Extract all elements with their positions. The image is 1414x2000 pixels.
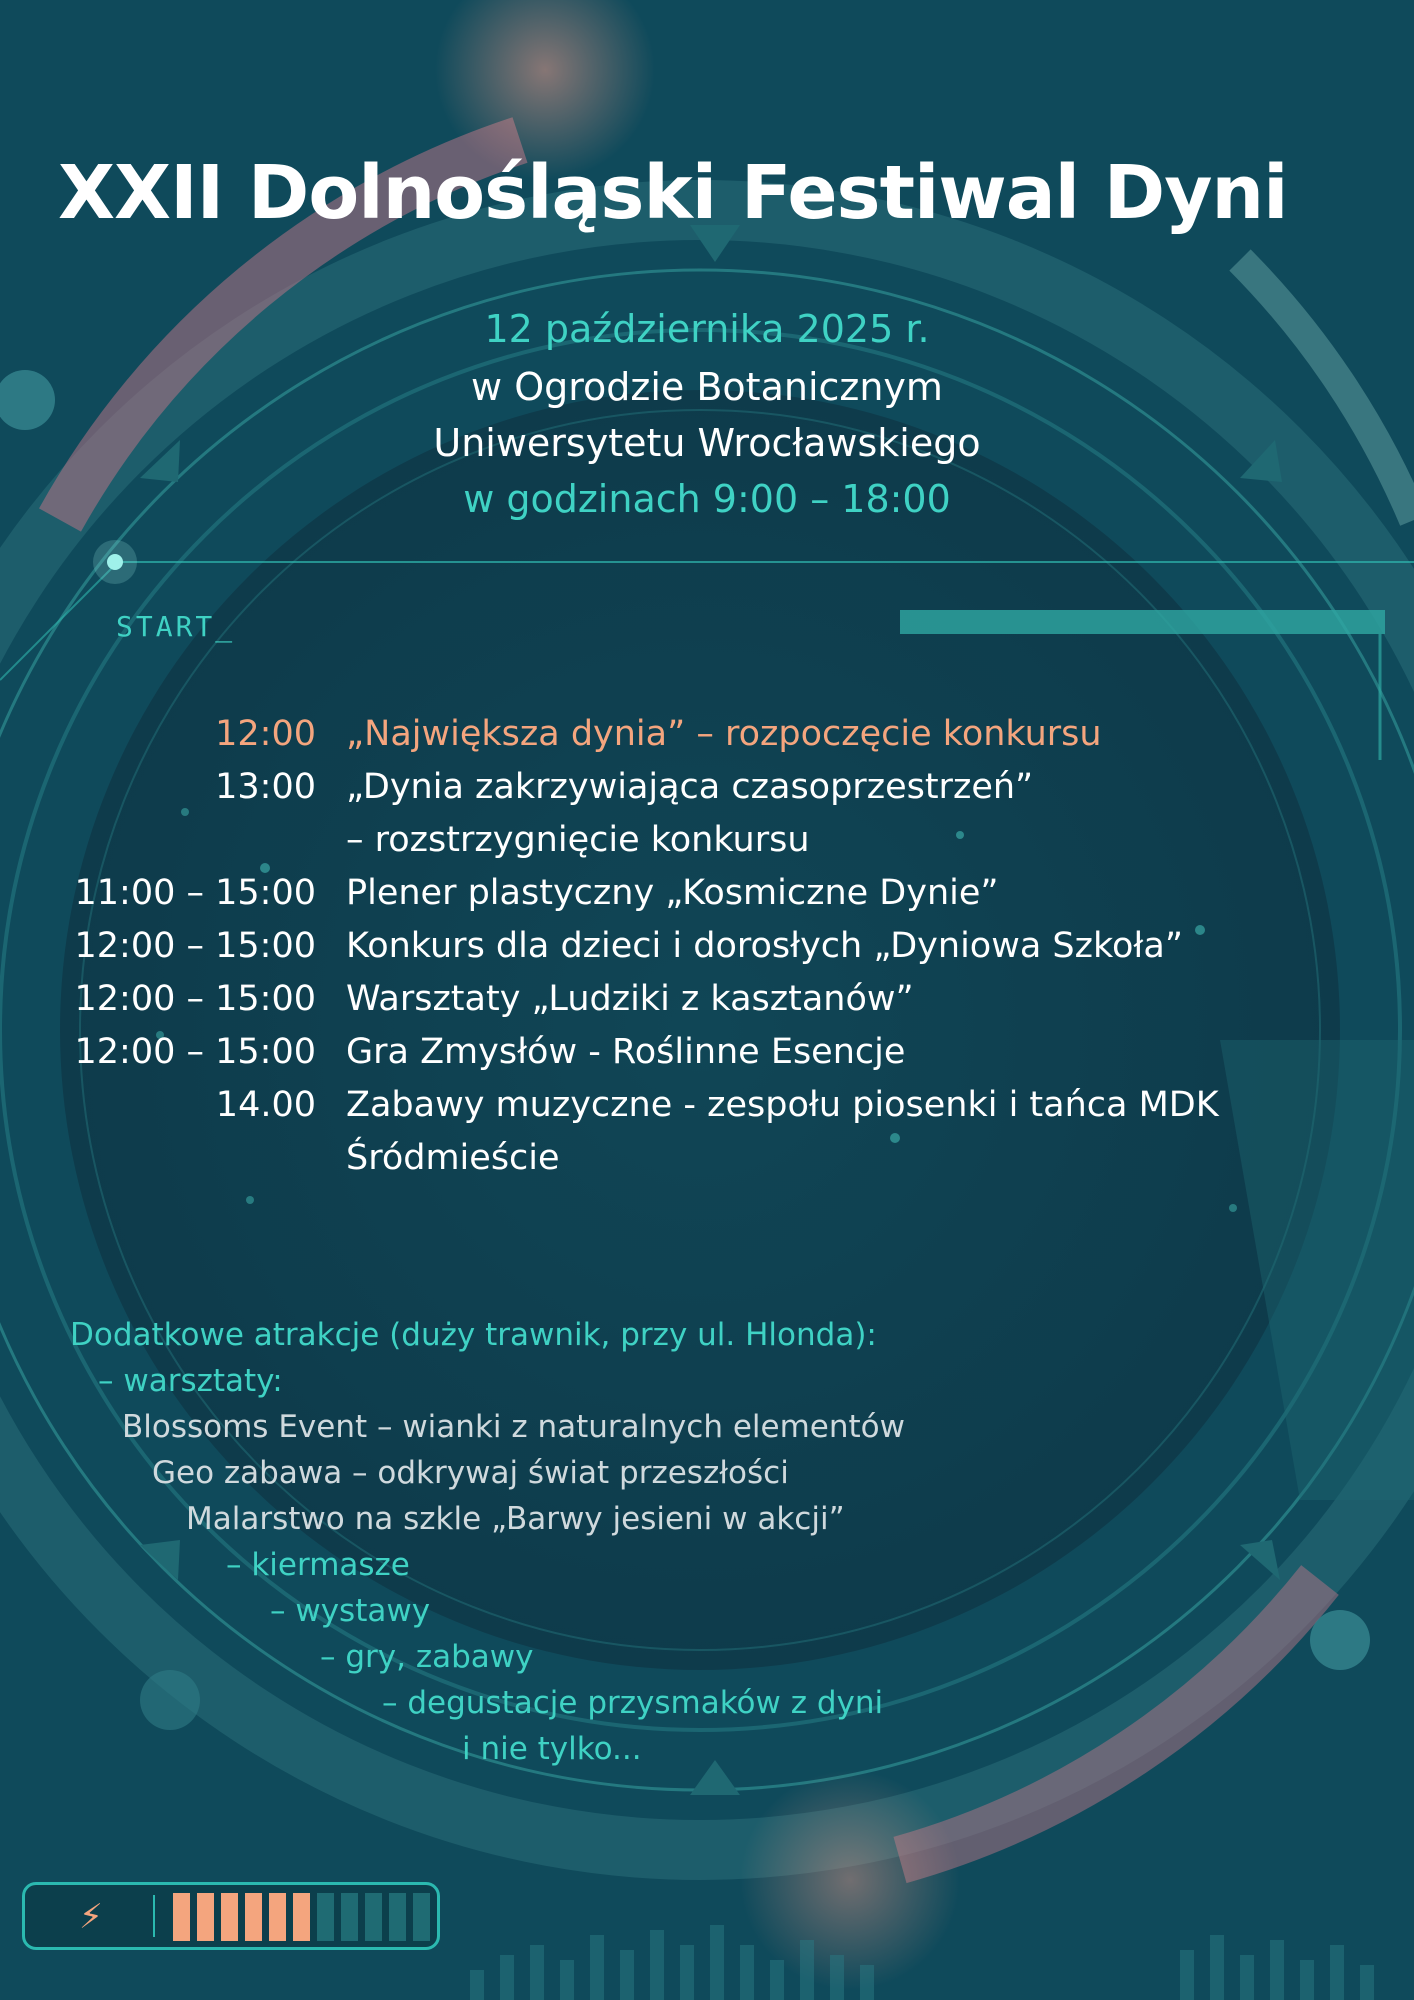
schedule-time: 12:00 – 15:00 bbox=[74, 979, 316, 1019]
battery-bars bbox=[173, 1893, 430, 1941]
battery-bar-filled bbox=[245, 1893, 262, 1941]
event-hours: w godzinach 9:00 – 18:00 bbox=[463, 477, 951, 521]
extras-item: – gry, zabawy bbox=[320, 1639, 534, 1675]
schedule-row bbox=[0, 814, 1414, 867]
battery-bar-filled bbox=[173, 1893, 190, 1941]
extras-item: – kiermasze bbox=[226, 1547, 410, 1583]
event-place-line1: w Ogrodzie Botanicznym bbox=[471, 365, 943, 409]
event-place-line2: Uniwersytetu Wrocławskiego bbox=[433, 421, 981, 465]
battery-bar-empty bbox=[341, 1893, 358, 1941]
extras-item: Malarstwo na szkle „Barwy jesieni w akcji” bbox=[186, 1501, 845, 1537]
page-title: XXII Dolnośląski Festiwal Dyni bbox=[58, 150, 1288, 236]
schedule-row bbox=[0, 1079, 1414, 1132]
schedule-description: Plener plastyczny „Kosmiczne Dynie” bbox=[346, 873, 999, 913]
extras-item: Geo zabawa – odkrywaj świat przeszłości bbox=[152, 1455, 789, 1491]
bolt-frame bbox=[43, 1895, 155, 1937]
event-date: 12 października 2025 r. bbox=[484, 307, 930, 351]
battery-bar-filled bbox=[269, 1893, 286, 1941]
schedule-time: 13:00 bbox=[215, 767, 316, 807]
extras-item: – wystawy bbox=[270, 1593, 431, 1629]
battery-bar-empty bbox=[389, 1893, 406, 1941]
schedule-description: Zabawy muzyczne - zespołu piosenki i tańca MDK bbox=[346, 1085, 1219, 1125]
extras-item: Blossoms Event – wianki z naturalnych elementów bbox=[122, 1409, 905, 1445]
schedule-time: 12:00 – 15:00 bbox=[74, 1032, 316, 1072]
extras-item: i nie tylko... bbox=[462, 1731, 642, 1767]
schedule-description: – rozstrzygnięcie konkursu bbox=[346, 820, 810, 860]
lightning-icon: ⚡ bbox=[79, 1897, 103, 1937]
schedule-description: Konkurs dla dzieci i dorosłych „Dyniowa Szkoła” bbox=[346, 926, 1183, 966]
schedule-description: „Największa dynia” – rozpoczęcie konkursu bbox=[346, 714, 1102, 754]
schedule-row bbox=[0, 1132, 1414, 1185]
battery-indicator bbox=[22, 1882, 440, 1950]
battery-bar-empty bbox=[413, 1893, 430, 1941]
battery-bar-empty bbox=[365, 1893, 382, 1941]
extras-item: – warsztaty: bbox=[98, 1363, 283, 1399]
battery-bar-empty bbox=[317, 1893, 334, 1941]
schedule-row bbox=[0, 973, 1414, 1026]
schedule-list bbox=[0, 708, 1414, 1185]
schedule-row bbox=[0, 708, 1414, 761]
schedule-time: 12:00 – 15:00 bbox=[74, 926, 316, 966]
battery-bar-filled bbox=[221, 1893, 238, 1941]
schedule-row bbox=[0, 1026, 1414, 1079]
extras-heading: Dodatkowe atrakcje (duży trawnik, przy ul. Hlonda): bbox=[70, 1317, 877, 1353]
schedule-description: „Dynia zakrzywiająca czasoprzestrzeń” bbox=[346, 767, 1034, 807]
schedule-time: 14.00 bbox=[215, 1085, 316, 1125]
extras-item: – degustacje przysmaków z dyni bbox=[382, 1685, 884, 1721]
schedule-row bbox=[0, 920, 1414, 973]
battery-bar-filled bbox=[293, 1893, 310, 1941]
schedule-row bbox=[0, 761, 1414, 814]
schedule-time: 11:00 – 15:00 bbox=[74, 873, 316, 913]
schedule-row bbox=[0, 867, 1414, 920]
schedule-description: Warsztaty „Ludziki z kasztanów” bbox=[346, 979, 914, 1019]
battery-bar-filled bbox=[197, 1893, 214, 1941]
schedule-description: Gra Zmysłów - Roślinne Esencje bbox=[346, 1032, 906, 1072]
schedule-time: 12:00 bbox=[215, 714, 316, 754]
start-label: START_ bbox=[116, 610, 236, 643]
schedule-description: Śródmieście bbox=[346, 1138, 560, 1178]
